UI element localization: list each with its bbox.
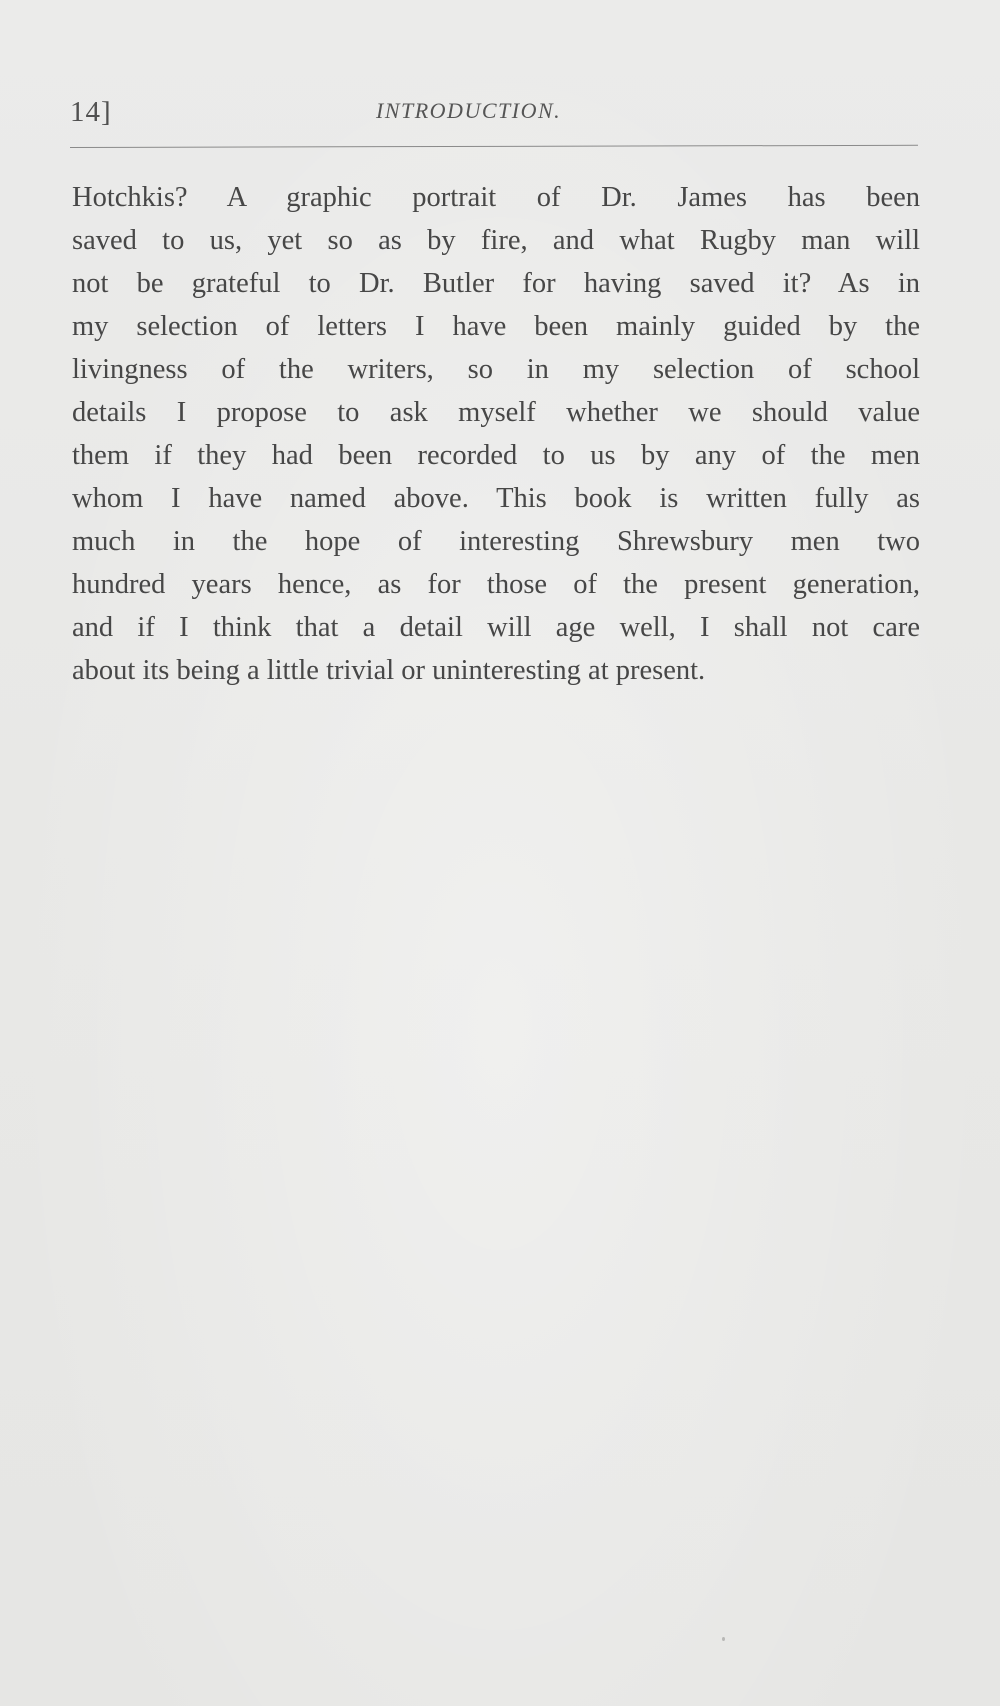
text-line: not be grateful to Dr. Butler for having saved it? As in <box>72 268 920 299</box>
running-head: INTRODUCTION. <box>376 98 562 123</box>
text-line: and if I think that a detail will age well, I shall not care <box>72 612 920 643</box>
body-paragraph <box>72 176 920 692</box>
text-line: whom I have named above. This book is written fully as <box>72 483 920 514</box>
text-line: them if they had been recorded to us by any of the men <box>72 440 920 471</box>
text-line: much in the hope of interesting Shrewsbury men two <box>72 526 920 557</box>
paper-speck <box>722 1637 725 1641</box>
header-rule <box>70 145 918 148</box>
text-line: about its being a little trivial or uninteresting at present. <box>72 655 706 686</box>
text-line: Hotchkis? A graphic portrait of Dr. James has been <box>72 182 920 213</box>
text-line: details I propose to ask myself whether we should value <box>72 397 920 428</box>
text-line: my selection of letters I have been mainly guided by the <box>72 311 920 342</box>
page-header <box>70 96 920 136</box>
page-number: 14] <box>70 96 112 128</box>
text-line: saved to us, yet so as by fire, and what Rugby man will <box>72 225 920 256</box>
text-line: livingness of the writers, so in my selection of school <box>72 354 920 385</box>
text-line: hundred years hence, as for those of the present generation, <box>72 569 920 600</box>
